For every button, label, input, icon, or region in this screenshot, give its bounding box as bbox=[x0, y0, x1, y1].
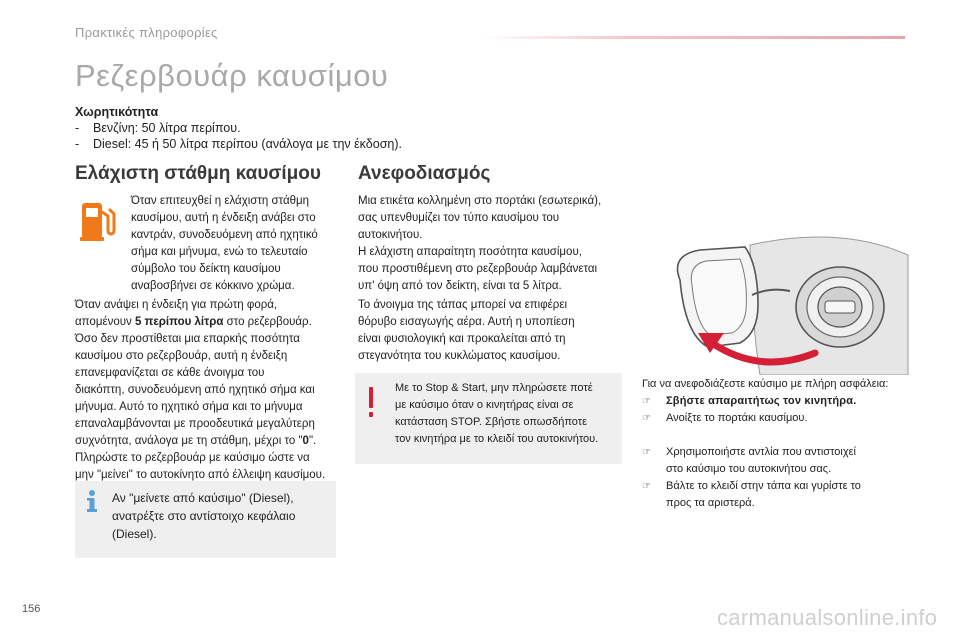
refuelling-heading: Ανεφοδιασμός bbox=[358, 163, 491, 184]
step-item: ☞ Ανοίξτε το πορτάκι καυσίμου. bbox=[642, 410, 922, 427]
low-level-reserve-text: Όταν ανάψει η ένδειξη για πρώτη φορά, απομένουν 5 περίπου λίτρα στο ρεζερβουάρ. Όσο δεν προστίθεται μια επαρκής ποσότητα καυσίμου στο ρεζερβουάρ, αυτή η ένδειξη επανεμφανίζεται σε κάθε άνοιγμα του διακόπτη, συνοδευόμενη από ηχητικό σήμα και μήνυμα. Αυτό το ηχητικό σήμα και το μήνυμα επαναλαμβάνονται με προοδευτικά μεγαλύτερη συχνότητα, ανάλογα με τη στάθμη, μέχρι το "0". Πληρώστε το ρεζερβουάρ με καύσιμο ώστε να μην "μείνει" το αυτοκίνητο από έλλειψη καυσίμου. bbox=[75, 299, 326, 481]
pointing-hand-icon: ☞ bbox=[642, 396, 651, 407]
step-item: ☞ Χρησιμοποιήστε αντλία που αντιστοιχεί στο καύσιμο του αυτοκινήτου σας. bbox=[642, 446, 856, 475]
section-header: Πρακτικές πληροφορίες bbox=[75, 25, 218, 40]
pointing-hand-icon: ☞ bbox=[642, 481, 651, 492]
fuel-pump-icon bbox=[78, 200, 116, 242]
step-item: ☞ Σβήστε απαραιτήτως τον κινητήρα. bbox=[642, 393, 922, 410]
capacity-item: - Diesel: 45 ή 50 λίτρα περίπου (ανάλογα με την έκδοση). bbox=[75, 137, 402, 151]
capacity-item: - Βενζίνη: 50 λίτρα περίπου. bbox=[75, 121, 241, 135]
page-number: 156 bbox=[22, 603, 41, 615]
page-title: Ρεζερβουάρ καυσίμου bbox=[75, 58, 389, 93]
watermark: carmanualsonline.info bbox=[717, 605, 938, 630]
info-icon bbox=[85, 489, 99, 513]
capacity-block bbox=[75, 104, 402, 152]
header-divider bbox=[480, 36, 905, 39]
pointing-hand-icon: ☞ bbox=[642, 413, 651, 424]
step-item: ☞ Βάλτε το κλειδί στην τάπα και γυρίστε το προς τα αριστερά. bbox=[642, 480, 861, 509]
info-note-text: Αν "μείνετε από καύσιμο" (Diesel), ανατρέξτε στο αντίστοιχο κεφάλαιο (Diesel). bbox=[112, 491, 296, 541]
pointing-hand-icon: ☞ bbox=[642, 447, 651, 458]
refuelling-label-text: Μια ετικέτα κολλημένη στο πορτάκι (εσωτερικά), σας υπενθυμίζει τον τύπο καυσίμου του αυτοκινήτου. Η ελάχιστη απαραίτητη ποσότητα καυσίμου, που προστιθέμενη στο ρεζερβουάρ λαμβάνεται υπ' όψη από τον δείκτη, είναι τα 5 λίτρα. bbox=[358, 195, 602, 292]
refuelling-noise-text: Το άνοιγμα της τάπας μπορεί να επιφέρει θόρυβο εισαγωγής αέρα. Αυτή η υποπίεση είναι φυσιολογική και προκαλείται από τη στεγανότητα του κυκλώματος καυσίμου. bbox=[358, 299, 575, 362]
low-level-heading: Ελάχιστη στάθμη καυσίμου bbox=[75, 163, 321, 184]
low-level-indicator-text: Όταν επιτευχθεί η ελάχιστη στάθμη καυσίμου, αυτή η ένδειξη ανάβει στο καντράν, συνοδευόμενη από ηχητικό σήμα και μήνυμα, ενώ το τελευταίο σύμβολο του δείκτη καυσίμου αναβοσβήνει σε κόκκινο χρώμα. bbox=[131, 195, 318, 292]
capacity-heading: Χωρητικότητα bbox=[75, 105, 159, 119]
steps-intro: Για να ανεφοδιάζεστε καύσιμο με πλήρη ασφάλεια: bbox=[642, 378, 889, 390]
warning-note-box bbox=[355, 373, 622, 464]
warning-note-text: Με το Stop & Start, μην πληρώσετε ποτέ με καύσιμο όταν ο κινητήρας είναι σε κατάσταση STOP. Σβήστε οπωσδήποτε τον κινητήρα με το κλειδί του αυτοκινήτου. bbox=[395, 382, 599, 445]
warning-exclamation-icon bbox=[367, 387, 375, 419]
refuelling-steps bbox=[642, 376, 922, 512]
info-note-box bbox=[75, 481, 336, 558]
fuel-flap-illustration bbox=[640, 225, 910, 375]
